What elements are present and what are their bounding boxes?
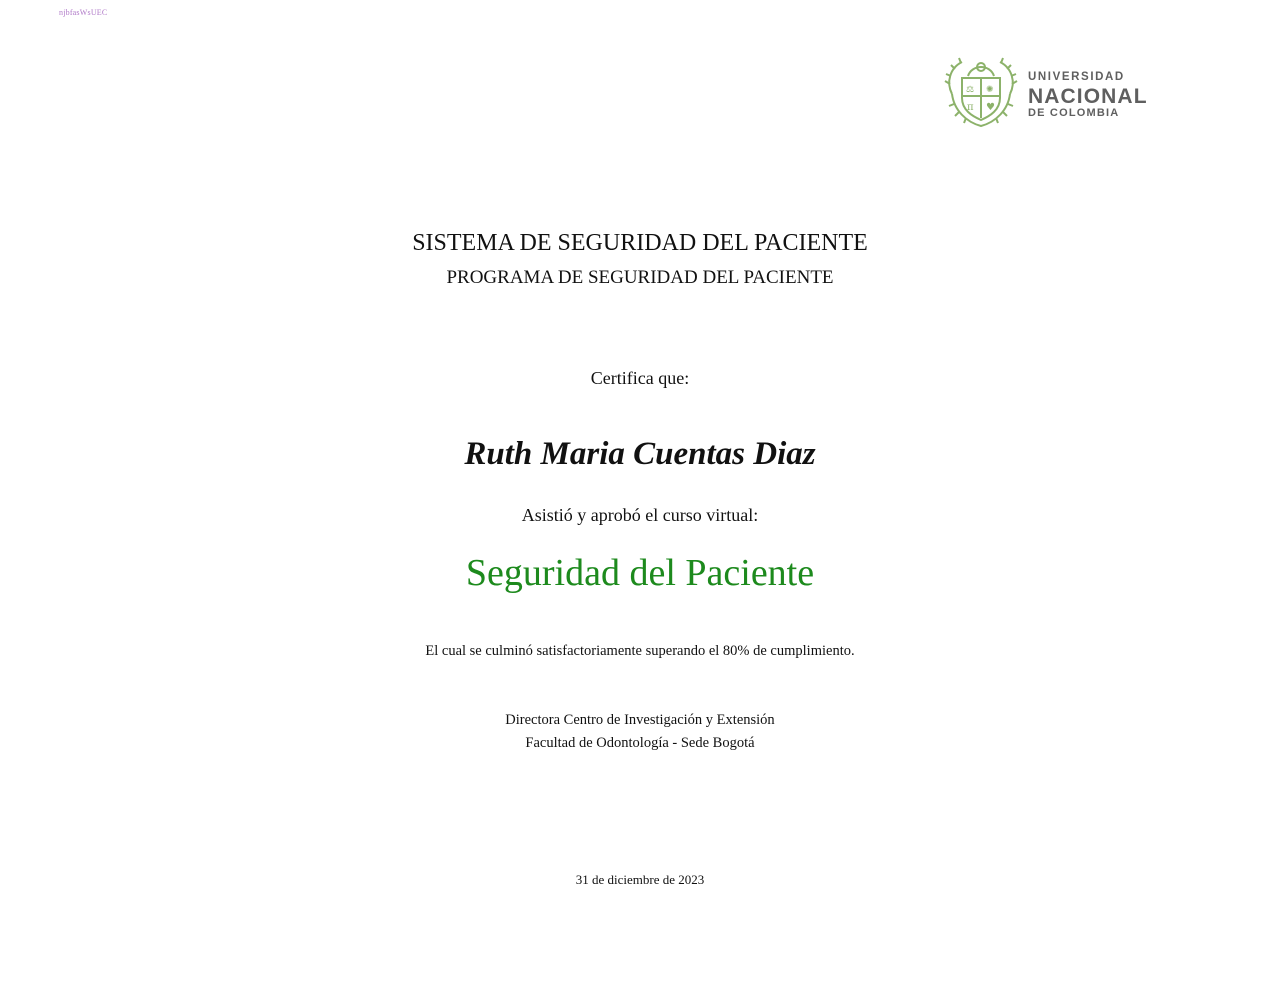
issue-date: 31 de diciembre de 2023 — [575, 872, 705, 887]
logo-line-de-colombia: DE COLOMBIA — [1028, 106, 1120, 119]
recipient-name: Ruth Maria Cuentas Diaz — [464, 436, 816, 472]
svg-text:⚖: ⚖ — [966, 85, 975, 95]
logo-line-universidad: UNIVERSIDAD — [1028, 71, 1125, 83]
logo-line-nacional: NACIONAL — [1028, 84, 1148, 108]
certificate-subtitle: PROGRAMA DE SEGURIDAD DEL PACIENTE — [446, 267, 834, 288]
svg-text:✺: ✺ — [986, 85, 994, 95]
signatory-title: Directora Centro de Investigación y Extensión — [505, 712, 775, 728]
svg-text:♥: ♥ — [986, 102, 995, 113]
completion-text: El cual se culminó satisfactoriamente superando el 80% de cumplimiento. — [425, 643, 855, 659]
university-wordmark — [1028, 72, 1148, 119]
certifies-text: Certifica que: — [590, 368, 690, 388]
certificate-title: SISTEMA DE SEGURIDAD DEL PACIENTE — [412, 230, 868, 256]
university-crest-icon — [942, 54, 1020, 130]
course-name: Seguridad del Paciente — [465, 552, 815, 594]
university-logo — [942, 54, 1174, 130]
verification-code: njbfasWsUEC — [59, 8, 108, 17]
svg-text:π: π — [967, 102, 974, 113]
signatory-faculty: Facultad de Odontología - Sede Bogotá — [525, 735, 755, 751]
attended-text: Asistió y aprobó el curso virtual: — [521, 505, 759, 525]
